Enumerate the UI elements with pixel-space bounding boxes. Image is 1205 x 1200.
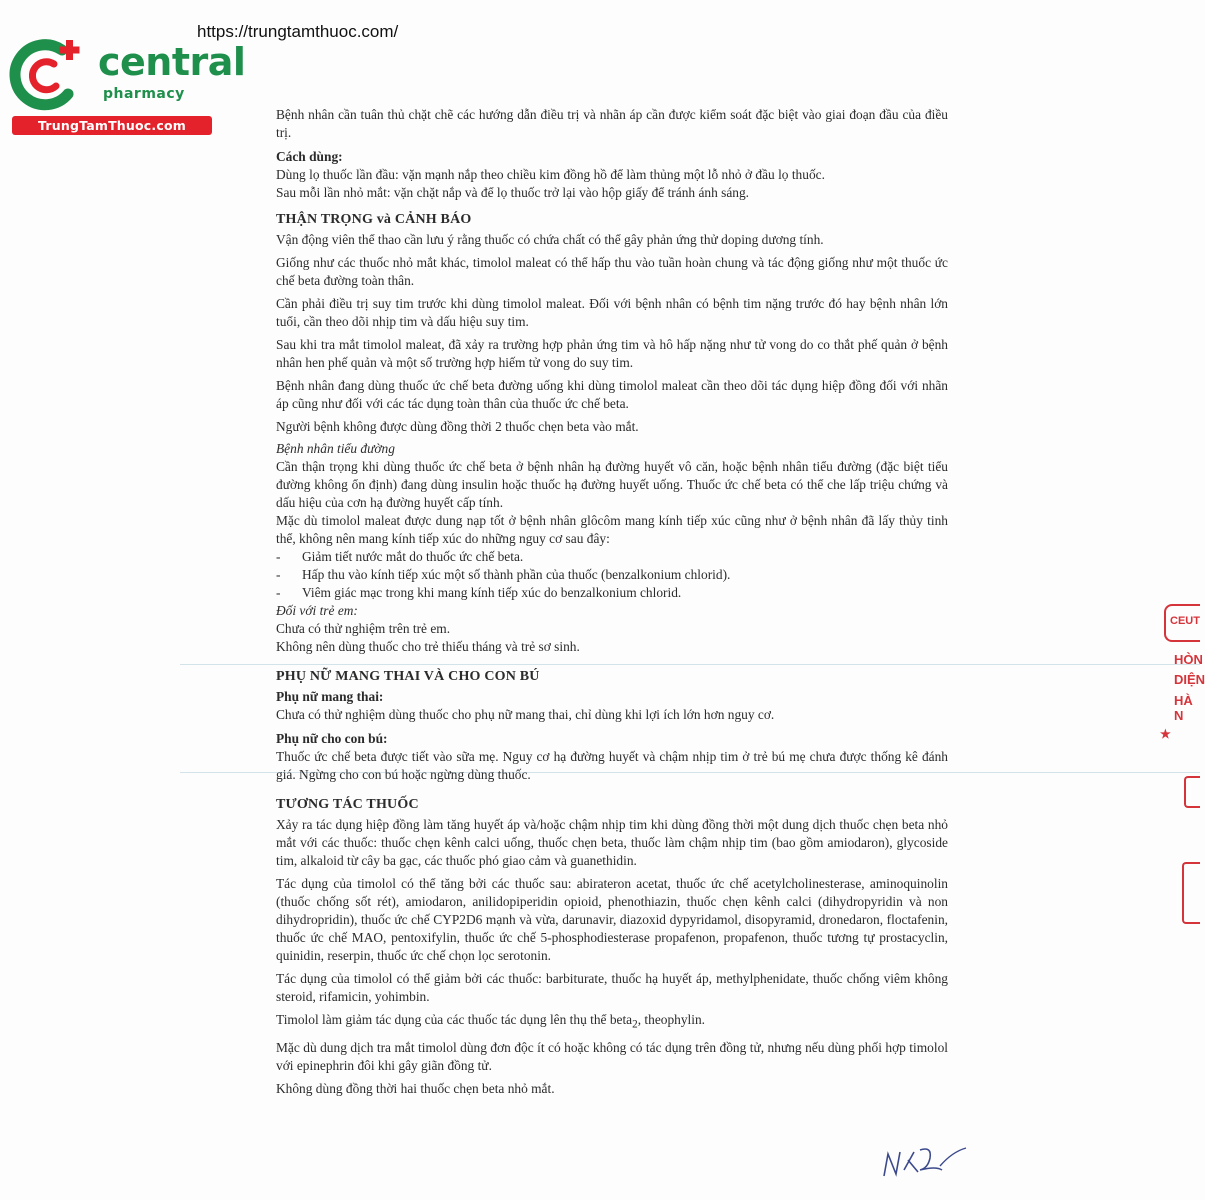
interactions-paragraph: Tác dụng của timolol có thể tăng bởi các thuốc sau: abirateron acetat, thuốc ức chế acetylcholinesterase, aminoquinolin (thuốc chống sốt rét), amiodaron, anilidopiperidin opioid, phenothiazin, thuốc chẹn kênh calci (dihydropyridin và non dihydropridin), thuốc ức chế CYP2D6 mạnh và vừa, darunavir, diazoxid dypyridamol, disopyramid, dronedaron, floctafenin, thuốc ức chế MAO, pentoxifylin, thuốc ức chế 5-phosphodiesterase propafenon, propafenon, thuốc tương tự prostacyclin, quinidin, reserpin, thuốc ức chế chọn lọc serotonin. <box>276 876 948 963</box>
interactions-paragraph <box>276 1011 948 1034</box>
contact-lens-paragraph: Mặc dù timolol maleat được dung nạp tốt ở bệnh nhân glôcôm mang kính tiếp xúc cũng như ở bệnh nhân đã lấy thủy tinh thể, không nên mang kính tiếp xúc do những nguy cơ sau đây: <box>276 513 948 546</box>
central-pharmacy-logo <box>10 36 246 136</box>
precautions-paragraph: Cần phải điều trị suy tim trước khi dùng timolol maleat. Đối với bệnh nhân có bệnh tim nặng trước đó hay bệnh nhân lớn tuổi, cần theo dõi nhịp tim và dấu hiệu suy tim. <box>276 296 948 329</box>
logo-subtitle: pharmacy <box>103 86 185 102</box>
stamp-star-icon: ★ <box>1160 727 1171 741</box>
risk-bullet-text: Giảm tiết nước mắt do thuốc ức chế beta. <box>302 549 524 564</box>
usage-heading: Cách dùng: <box>276 149 343 164</box>
interactions-paragraph: Tác dụng của timolol có thể giảm bởi các thuốc: barbiturate, thuốc hạ huyết áp, methylphenidate, thuốc chống viêm không steroid, rifamicin, yohimbin. <box>276 971 948 1004</box>
bullet-dash: - <box>276 567 281 582</box>
risk-bullet <box>276 548 948 566</box>
breastfeeding-paragraph: Thuốc ức chế beta được tiết vào sữa mẹ. Nguy cơ hạ đường huyết và chậm nhịp tim ở trẻ bú mẹ chưa được thống kê đánh giá. Ngừng cho con bú hoặc ngừng dùng thuốc. <box>276 749 948 782</box>
stamp-fragment: CEUT <box>1164 604 1200 642</box>
precautions-heading: THẬN TRỌNG và CẢNH BÁO <box>276 212 472 227</box>
handwritten-signature <box>880 1140 970 1190</box>
children-line: Không nên dùng thuốc cho trẻ thiếu tháng và trẻ sơ sinh. <box>276 639 580 654</box>
source-url[interactable]: https://trungtamthuoc.com/ <box>197 22 399 41</box>
stamp-fragment <box>1184 776 1200 808</box>
children-line: Chưa có thử nghiệm trên trẻ em. <box>276 621 451 636</box>
stamp-fragment: HÒN <box>1174 652 1203 667</box>
bullet-dash: - <box>276 585 281 600</box>
precautions-paragraph: Giống như các thuốc nhỏ mắt khác, timolol maleat có thể hấp thu vào tuần hoàn chung và tác động giống như một thuốc ức chế beta đường toàn thân. <box>276 255 948 288</box>
precautions-paragraph: Vận động viên thể thao cần lưu ý rằng thuốc có chứa chất có thể gây phản ứng thử doping dương tính. <box>276 232 824 247</box>
subscript-2: 2 <box>632 1018 638 1031</box>
interactions-paragraph: Không dùng đồng thời hai thuốc chẹn beta nhỏ mắt. <box>276 1080 555 1096</box>
pregnancy-subheading: Phụ nữ mang thai: <box>276 689 384 704</box>
stamp-fragment: DIỆN <box>1174 672 1205 687</box>
pregnancy-heading: PHỤ NỮ MANG THAI VÀ CHO CON BÚ <box>276 669 540 684</box>
stamp-fragment: HÀ N <box>1174 693 1193 723</box>
interactions-text: Timolol làm giảm tác dụng của các thuốc tác dụng lên thụ thể beta <box>276 1012 633 1027</box>
children-subheading: Đối với trẻ em: <box>276 603 358 618</box>
bullet-dash: - <box>276 549 281 564</box>
precautions-paragraph: Bệnh nhân đang dùng thuốc ức chế beta đường uống khi dùng timolol maleat cần theo dõi tác dụng hiệp đồng đối với nhãn áp cũng như đối với các tác dụng toàn thân của thuốc ức chế beta. <box>276 378 948 411</box>
logo-banner: TrungTamThuoc.com <box>12 116 212 135</box>
usage-line: Dùng lọ thuốc lần đầu: vặn mạnh nắp theo chiều kim đồng hồ để làm thủng một lỗ nhỏ ở đầu lọ thuốc. <box>276 167 825 182</box>
risk-bullet <box>276 566 948 584</box>
pregnancy-paragraph: Chưa có thử nghiệm dùng thuốc cho phụ nữ mang thai, chỉ dùng khi lợi ích lớn hơn nguy cơ. <box>276 707 775 722</box>
precautions-paragraph: Người bệnh không được dùng đồng thời 2 thuốc chẹn beta vào mắt. <box>276 419 639 434</box>
breastfeeding-subheading: Phụ nữ cho con bú: <box>276 731 388 746</box>
interactions-paragraph: Mặc dù dung dịch tra mắt timolol dùng đơn độc ít có hoặc không có tác dụng trên đồng tử, nhưng nếu dùng phối hợp timolol với epinephrin đôi khi gây giãn đồng tử. <box>276 1039 948 1073</box>
leaflet-body <box>276 106 948 1103</box>
diabetes-paragraph: Cần thận trọng khi dùng thuốc ức chế beta ở bệnh nhân hạ đường huyết vô căn, hoặc bệnh nhân tiểu đường (đặc biệt tiểu đường không ổn định) đang dùng insulin hoặc thuốc hạ đường huyết uống. Thuốc ức chế beta có thể che lấp triệu chứng và dấu hiệu của cơn hạ đường huyết cấp tính. <box>276 459 948 510</box>
logo-c-mark-icon <box>10 36 90 114</box>
diabetes-subheading: Bệnh nhân tiểu đường <box>276 441 395 456</box>
interactions-text: , theophylin. <box>637 1012 706 1027</box>
precautions-paragraph: Sau khi tra mắt timolol maleat, đã xảy ra trường hợp phản ứng tim và hô hấp nặng như tử vong do co thắt phế quản ở bệnh nhân hen phế quản và một số trường hợp hiếm tử vong do suy tim. <box>276 337 948 370</box>
logo-wordmark: central <box>98 40 246 84</box>
risk-bullet-text: Viêm giác mạc trong khi mang kính tiếp xúc do benzalkonium chlorid. <box>302 585 682 600</box>
usage-line: Sau mỗi lần nhỏ mắt: vặn chặt nắp và để lọ thuốc trở lại vào hộp giấy để tránh ánh sáng. <box>276 185 750 200</box>
risk-bullet <box>276 584 948 602</box>
intro-paragraph: Bệnh nhân cần tuân thủ chặt chẽ các hướng dẫn điều trị và nhãn áp cần được kiểm soát đặc biệt vào giai đoạn đầu của điều trị. <box>276 107 948 140</box>
interactions-paragraph: Xảy ra tác dụng hiệp đồng làm tăng huyết áp và/hoặc chậm nhịp tim khi dùng đồng thời một dung dịch thuốc chẹn beta nhỏ mắt với các thuốc: thuốc chẹn kênh calci uống, thuốc chẹn beta, thuốc làm chậm nhịp tim (bao gồm amiodaron), glycoside tim, alkaloid từ cây ba gạc, các thuốc phó giao cảm và guanethidin. <box>276 817 948 868</box>
risk-bullet-text: Hấp thu vào kính tiếp xúc một số thành phần của thuốc (benzalkonium chlorid). <box>302 567 731 582</box>
interactions-heading: TƯƠNG TÁC THUỐC <box>276 797 419 812</box>
stamp-fragment <box>1182 862 1200 924</box>
